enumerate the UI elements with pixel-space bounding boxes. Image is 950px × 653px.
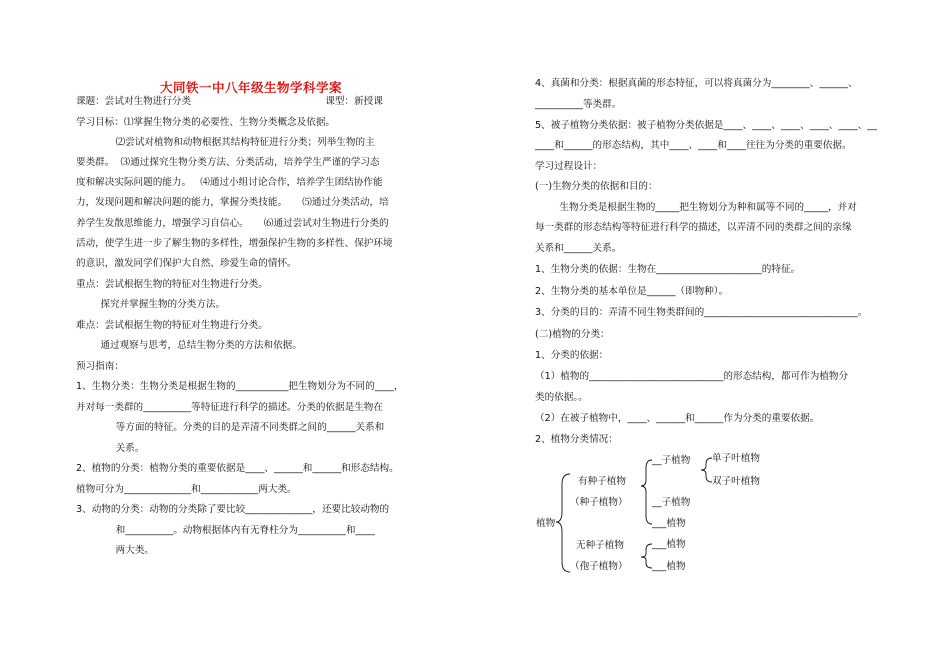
tree-monocot: 单子叶植物: [712, 453, 760, 464]
objectives-line-6: 养学生发散思维能力，增强学习自信心。 ⑹通过尝试对生物进行分类的: [76, 218, 389, 229]
tree-spore-sub-2: ___植物: [652, 561, 686, 572]
objectives-line-4: 度和解决实际问题的能力。 ⑷通过小组讨论合作，培养学生团结协作能: [76, 177, 383, 188]
section-2-sub-2: （2）在被子植物中，____、______和______作为分类的重要依据。: [535, 413, 820, 424]
tree-seed-plants-note: （种子植物）: [570, 497, 628, 508]
section-1-item-1: 1、生物分类的依据：生物在______________________的特征。: [535, 264, 801, 275]
objectives-line-2: ⑵尝试对植物和动物根据其结构特征进行分类；列举生物的主: [76, 137, 375, 148]
section-1-item-3: 3、分类的目的：弄清不同生物类群间的________________________________。: [535, 307, 868, 318]
preview-heading: 预习指南：: [76, 361, 124, 372]
preview-q2-line-2: 植物可分为______________和____________两大类。: [76, 484, 297, 495]
key-point-line-1: 重点：尝试根据生物的特征对生物进行分类。: [76, 279, 268, 290]
lesson-topic-line: 课题：尝试对生物进行分类 课型：新授课: [76, 96, 383, 107]
preview-q4-line-1: 4、真菌和分类：根据真菌的形态特征，可以将真菌分为________、______、: [535, 78, 858, 89]
section-1-line-2: 每一类群的形态结构等特征进行科学的描述，以弄清不同的类群之间的亲缘: [535, 222, 852, 233]
objectives-line-1: 学习目标：⑴掌握生物分类的必要性、生物分类概念及依据。: [76, 117, 336, 128]
section-2-sub-1-line-1: （1）植物的____________________________的形态结构，都可作为植物分: [535, 371, 849, 382]
preview-q3-line-1: 3、动物的分类：动物的分类除了要比较______________，还要比较动物的: [76, 504, 390, 515]
preview-q1-line-3: 等方面的特征。分类的目的是弄清不同类群之间的______关系和: [76, 422, 385, 433]
objectives-line-5: 力，发现问题和解决问题的能力，掌握分类技能。 ⑸通过分类活动，培: [76, 197, 389, 208]
preview-q1-line-1: 1、生物分类：生物分类是根据生物的___________把生物划分为不同的____，: [76, 381, 404, 392]
tree-seed-sub-1: __子植物: [652, 455, 691, 466]
section-1-line-1: 生物分类是根据生物的_____把生物划分为种和属等不同的_____，并对: [535, 202, 857, 213]
tree-seed-sub-3: ___植物: [652, 518, 686, 529]
process-heading: 学习过程设计：: [535, 161, 603, 172]
preview-q1-line-2: 并对每一类群的__________等特征进行科学的描述。分类的依据是生物在: [76, 402, 383, 413]
preview-q3-line-3: 两大类。: [76, 545, 155, 556]
objectives-line-7: 活动，使学生进一步了解生物的多样性，增强保护生物的多样性、保护环境: [76, 238, 393, 249]
section-2-item-1: 1、分类的依据：: [535, 350, 609, 361]
preview-q4-line-2: __________等类群。: [535, 99, 622, 110]
difficulty-line-2: 通过观察与思考，总结生物分类的方法和依据。: [76, 340, 302, 351]
section-1-item-2: 2、生物分类的基本单位是______（即物种）。: [535, 286, 729, 297]
tree-spore-plants-note: （孢子植物）: [570, 561, 628, 572]
tree-seed-sub-2: __子植物: [652, 497, 691, 508]
document-title: 大同铁一中八年级生物学科学案: [160, 80, 343, 95]
preview-q5-line-2: ____和______的形态结构，其中____、____和____往往为分类的重要依据。: [535, 140, 852, 151]
key-point-line-2: 探究并掌握生物的分类方法。: [76, 299, 226, 310]
section-2-heading: (二)植物的分类：: [535, 329, 610, 340]
section-1-heading: (一)生物分类的依据和目的：: [535, 181, 658, 192]
tree-seedless-plants: 无种子植物: [576, 540, 624, 551]
tree-dicot: 双子叶植物: [712, 476, 760, 487]
preview-q1-line-4: 关系。: [76, 443, 145, 454]
tree-spore-sub-1: ___植物: [652, 539, 686, 550]
section-2-sub-1-line-2: 类的依据。。: [535, 392, 588, 403]
objectives-line-3: 要类群。 ⑶通过探究生物分类方法、分类活动，培养学生严谨的学习态: [76, 157, 380, 168]
objectives-line-8: 的意识，激发同学们保护大自然、珍爱生命的情怀。: [76, 258, 297, 269]
preview-q2-line-1: 2、植物的分类：植物分类的重要依据是____、______和______和形态结构。: [76, 463, 399, 474]
section-1-line-3: 关系和______关系。: [535, 243, 622, 254]
preview-q5-line-1: 5、被子植物分类依据：被子植物分类依据是____、____、____、____、____、__: [535, 120, 877, 131]
difficulty-line-1: 难点：尝试根据生物的特征对生物进行分类。: [76, 320, 268, 331]
tree-seed-plants: 有种子植物: [578, 476, 626, 487]
tree-root-plants: 植物: [536, 518, 556, 529]
preview-q3-line-2: 和__________。动物根据体内有无脊柱分为__________和____: [76, 525, 375, 536]
section-2-item-2: 2、植物分类情况：: [535, 434, 618, 445]
